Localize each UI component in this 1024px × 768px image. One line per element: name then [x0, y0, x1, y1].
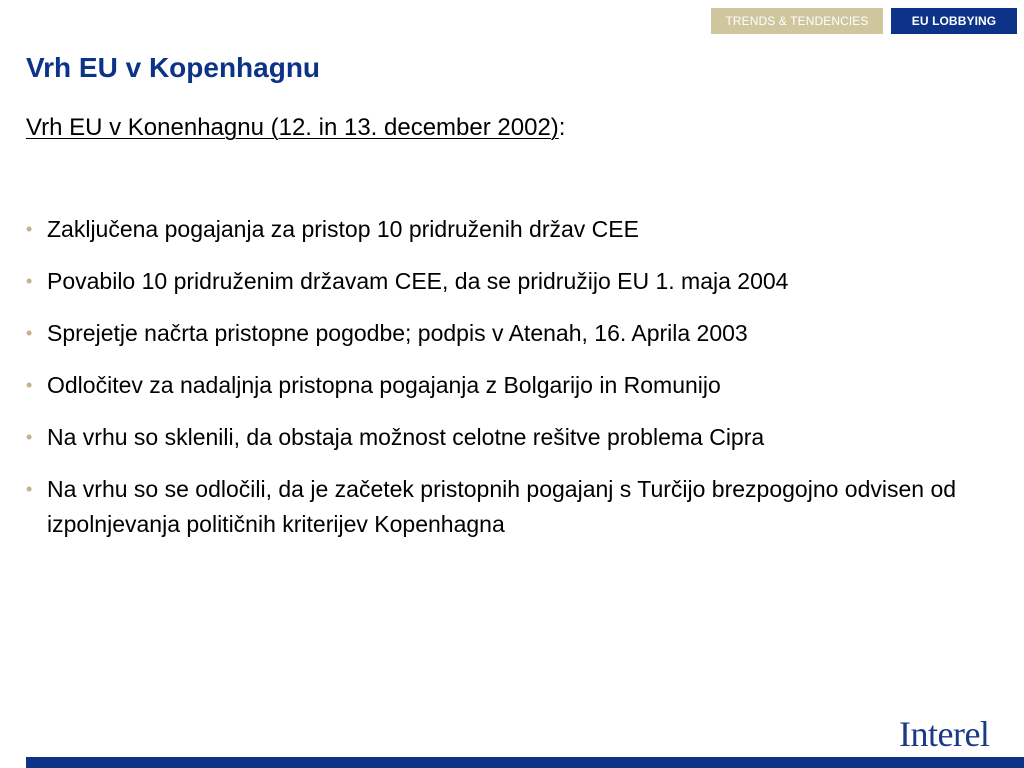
bullet-dot-icon: •	[26, 219, 33, 239]
bullet-text: Na vrhu so sklenili, da obstaja možnost celotne rešitve problema Cipra	[47, 424, 765, 450]
bullet-dot-icon: •	[26, 375, 33, 395]
bullet-item	[26, 316, 996, 351]
slide-subtitle	[26, 112, 565, 144]
footer-band	[26, 757, 1024, 768]
bullet-text: Odločitev za nadaljnja pristopna pogajanja z Bolgarijo in Romunijo	[47, 372, 721, 398]
bullet-dot-icon: •	[26, 271, 33, 291]
tab-trends-and-tendencies[interactable]: TRENDS & TENDENCIES	[711, 8, 883, 34]
bullet-dot-icon: •	[26, 479, 33, 499]
bullet-list	[26, 212, 996, 559]
bullet-text: Na vrhu so se odločili, da je začetek pristopnih pogajanj s Turčijo brezpogojno odvisen od izpolnjevanja političnih kriterijev Kopenhagna	[47, 476, 957, 537]
bullet-text: Sprejetje načrta pristopne pogodbe; podpis v Atenah, 16. Aprila 2003	[47, 320, 748, 346]
bullet-text: Povabilo 10 pridruženim državam CEE, da se pridružijo EU 1. maja 2004	[47, 268, 789, 294]
tab-eu-lobbying[interactable]: EU LOBBYING	[891, 8, 1017, 34]
bullet-text: Zaključena pogajanja za pristop 10 pridruženih držav CEE	[47, 216, 639, 242]
bullet-item	[26, 264, 996, 299]
subtitle-underlined-text: Vrh EU v Konenhagnu (12. in 13. december 2002)	[26, 114, 559, 141]
slide-title: Vrh EU v Kopenhagnu	[26, 52, 321, 83]
bullet-item	[26, 368, 996, 403]
bullet-item	[26, 472, 996, 542]
bullet-item	[26, 420, 996, 455]
top-tabs	[711, 8, 1017, 34]
subtitle-colon: :	[558, 114, 566, 141]
bullet-dot-icon: •	[26, 427, 33, 447]
bullet-dot-icon: •	[26, 323, 33, 343]
interel-logo: Interel	[899, 714, 990, 754]
bullet-item	[26, 212, 996, 247]
